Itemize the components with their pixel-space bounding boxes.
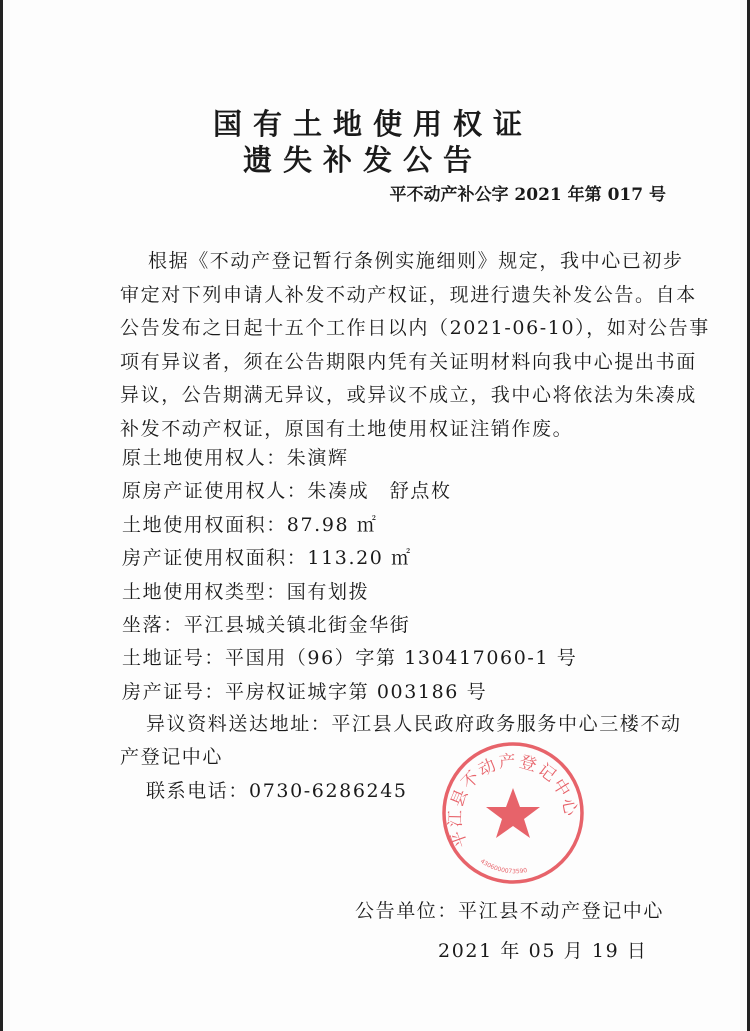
seal-star-icon [486, 788, 540, 838]
body-line: 审定对下列申请人补发不动产权证，现进行遗失补发公告。自本 [120, 283, 697, 306]
scan-edge-left [0, 0, 3, 1031]
body-line: 公告发布之日起十五个工作日以内（2021-06-10），如对公告事 [120, 317, 710, 339]
field-item: 坐落：平江县城关镇北街金华街 [122, 614, 411, 636]
body-line: 根据《不动产登记暂行条例实施细则》规定，我中心已初步 [148, 250, 684, 272]
field-item: 房产证使用权面积：113.20 ㎡ [122, 547, 412, 570]
contact-phone: 联系电话：0730-6286245 [146, 780, 408, 802]
issue-date: 2021 年 05 月 19 日 [438, 940, 648, 962]
objection-address: 异议资料送达地址：平江县人民政府政务服务中心三楼不动 [146, 713, 682, 735]
doc-number: 平不动产补公字 2021 年第 017 号 [389, 185, 666, 205]
field-item: 土地使用权面积：87.98 ㎡ [122, 513, 378, 536]
body-line: 补发不动产权证，原国有土地使用权证注销作废。 [120, 417, 574, 440]
seal-number: 4306000073590 [478, 857, 528, 876]
field-item: 土地证号：平国用（96）字第 130417060-1 号 [122, 647, 578, 670]
svg-text:4306000073590 [479, 858, 528, 875]
official-seal [440, 740, 586, 886]
body-line: 项有异议者，须在公告期限内凭有关证明材料向我中心提出书面 [120, 350, 697, 373]
seal-text: 平江县不动产登记中心 [445, 751, 581, 851]
field-item: 土地使用权类型：国有划拨 [122, 580, 370, 603]
issuer: 公告单位：平江县不动产登记中心 [355, 900, 665, 922]
title-line-2: 遗失补发公告 [243, 143, 484, 177]
objection-address-cont: 产登记中心 [120, 746, 224, 768]
field-item: 原房产证使用权人：朱凑成 舒点枚 [122, 480, 452, 503]
title-line-1: 国有土地使用权证 [213, 107, 534, 141]
field-item: 原土地使用权人：朱演辉 [122, 447, 349, 469]
body-line: 异议，公告期满无异议，或异议不成立，我中心将依法为朱凑成 [120, 384, 697, 406]
field-item: 房产证号：平房权证城字第 003186 号 [122, 680, 488, 703]
